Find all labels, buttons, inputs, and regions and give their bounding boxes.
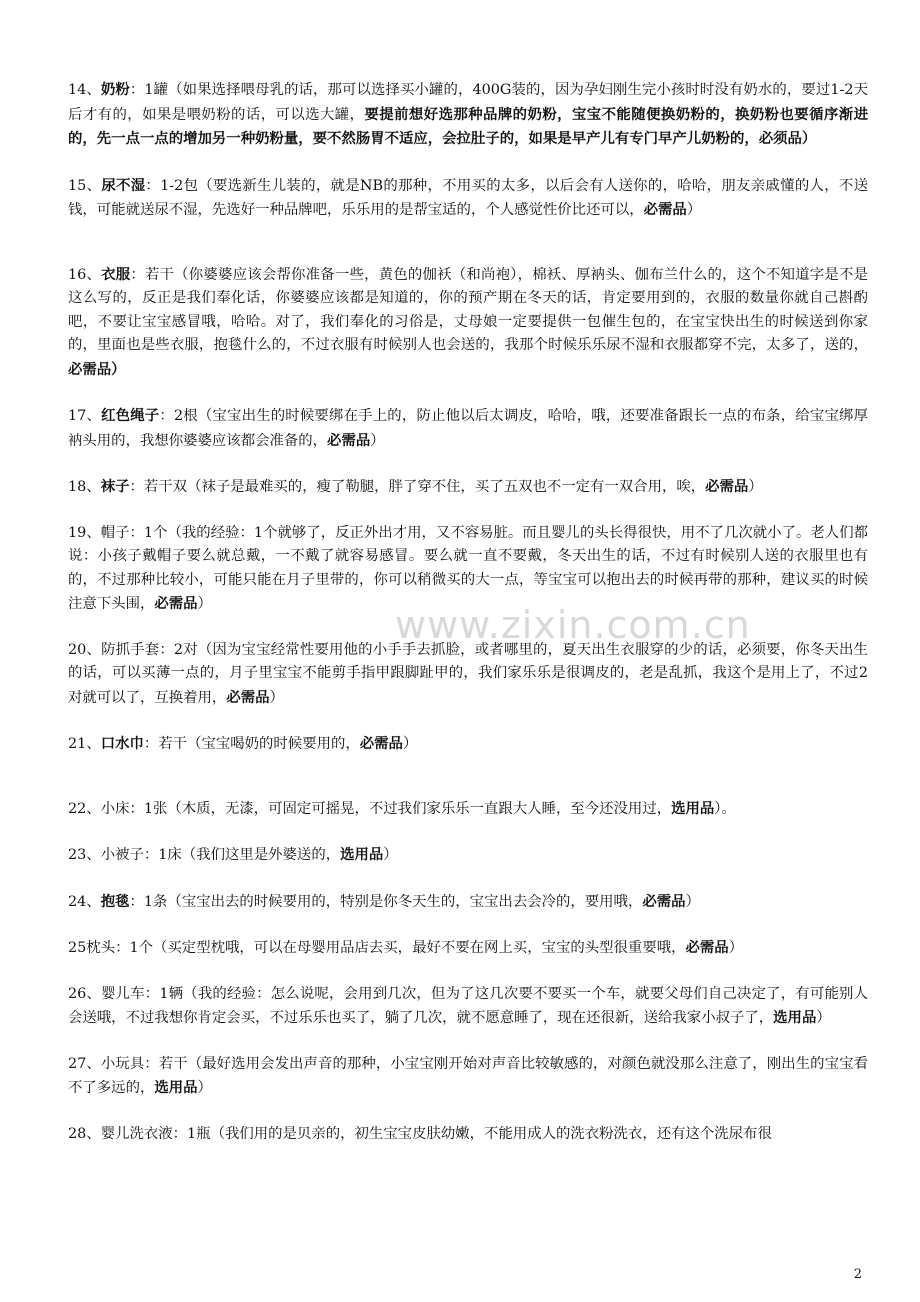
text-run: 14、 (68, 82, 101, 98)
list-item-20 (68, 639, 868, 711)
list-item-22 (68, 797, 868, 822)
bold-text-run: 抱毯 (100, 892, 130, 910)
text-run: 21、 (68, 736, 101, 752)
text-run: 27、小玩具：若干（最好选用会发出声音的那种，小宝宝刚开始对声音比较敏感的，对颜色就没那么注意了，刚出生的宝宝看不了多远的， (68, 1055, 868, 1096)
bold-text-run: 选用品 (773, 1009, 817, 1026)
bold-text-run: 选用品 (671, 799, 715, 817)
text-run: ：若干（宝宝喝奶的时候要用的， (143, 736, 360, 752)
list-item-21 (68, 732, 868, 757)
text-run: ） (748, 479, 763, 495)
list-item-24 (68, 890, 868, 915)
list-item-18 (68, 475, 868, 500)
bold-text-run: 必需品 (154, 595, 198, 612)
bold-text-run: 必需品 (327, 431, 371, 449)
text-run: ） (197, 1080, 212, 1096)
bold-text-run: 要提前想好选那种品牌的奶粉，宝宝不能随便换奶粉的，换奶粉也要循序渐进的，先一点一点的增加另一种奶粉量，要不然肠胃不适应，会拉肚子的，如果是早产儿有专门早产儿奶粉的，必须品） (68, 105, 868, 147)
text-run: ） (402, 736, 418, 752)
bold-text-run: 红色绳子 (101, 407, 160, 424)
text-run: ） (816, 1010, 831, 1026)
list-item-16 (68, 263, 868, 383)
text-run: 19、帽子：1个（我的经验：1个就够了，反正外出才用，又不容易脏。而且婴儿的头长得很快，用不了几次就小了。老人们都说：小孩子戴帽子要么就总戴，一不戴了就容易感冒。要么就一直不要戴，冬天出生的话，不过有时候别人送的衣服里也有的，不过那种比较小，可能只能在月子里带的，你可以稍微买的大一点，等宝宝可以抱出去的时候再带的那种，建议买的时候注意下头围， (68, 524, 868, 612)
watermark: www.zixin.com.cn (395, 603, 751, 647)
text-run: 23、小被子：1床（我们这里是外婆送的， (68, 847, 341, 863)
text-run: 24、 (68, 893, 101, 910)
text-run: ：若干双（袜子是最难买的，瘦了勒腿，胖了穿不住，买了五双也不一定有一双合用，唉， (129, 479, 706, 495)
bold-text-run: 选用品 (154, 1079, 198, 1096)
bold-text-run: 必需品） (68, 360, 126, 378)
list-item-25 (68, 936, 868, 961)
text-run: 26、婴儿车：1辆（我的经验：怎么说呢，会用到几次，但为了这几次要不要买一个车，就要父母们自己决定了，有可能别人会送哦，不过我想你肯定会买，不过乐乐也买了，躺了几次，就不愿意睡了，现在还很新，送给我家小叔子了， (68, 985, 868, 1026)
list-item-19 (68, 522, 868, 617)
text-run: ） (728, 940, 744, 956)
bold-text-run: 必需品 (359, 735, 403, 752)
document-page (68, 78, 868, 1168)
bold-text-run: 必需品 (685, 939, 729, 956)
list-item-27 (68, 1053, 868, 1101)
text-run: ：1-2包（要选新生儿装的，就是NB的那种，不用买的太多，以后会有人送你的，哈哈，朋友亲戚懂的人，不送钱，可能就送尿不湿，先选好一种品牌吧，乐乐用的是帮宝适的，个人感觉性价比还可以， (68, 177, 868, 218)
text-run: ） (269, 689, 284, 706)
bold-text-run: 衣服 (101, 265, 131, 283)
list-item-17 (68, 404, 868, 453)
bold-text-run: 袜子 (100, 478, 130, 495)
text-run: 16、 (68, 266, 102, 283)
text-run: 25枕头：1个（买定型枕哦，可以在母婴用品店去买，最好不要在网上买，宝宝的头型很重要哦， (68, 940, 686, 956)
text-run: ：若干（你婆婆应该会帮你准备一些，黄色的伽袄（和尚袍），棉袄、厚衲头、伽布兰什么的，这个不知道字是不是这么写的，反正是我们奉化话，你婆婆应该都是知道的，你的预产期在冬天的话，肯定要用到的，衣服的数量你就自己斟酌吧，不要让宝宝感冒哦，哈哈。对了，我们奉化的习俗是，丈母娘一定要提供一包催生包的，在宝宝快出生的时候送到你家的，里面也是些衣服，抱毯什么的，不过衣服有时候别人也会送的，我那个时候乐乐尿不湿和衣服都穿不完，太多了，送的， (68, 266, 868, 353)
text-run: 22、小床：1张（木质，无漆，可固定可摇晃，不过我们家乐乐一直跟大人睡，至今还没用过， (68, 800, 672, 817)
text-run: 18、 (68, 479, 101, 495)
bold-text-run: 尿不湿 (101, 176, 146, 194)
text-run: ） (370, 432, 385, 449)
text-run: ） (383, 847, 398, 863)
text-run: ：1罐（如果选择喂母乳的话，那可以选择买小罐的，400G装的，因为孕妇刚生完小孩时时没有奶水的，要过1-2天后才有的，如果是喂奶粉的话，可以选大罐， (68, 82, 868, 123)
list-item-15 (68, 174, 868, 223)
list-item-14 (68, 78, 868, 152)
text-run: ） (685, 893, 700, 910)
text-run: 17、 (68, 408, 102, 424)
text-run: 28、婴儿洗衣液：1瓶（我们用的是贝亲的，初生宝宝皮肤幼嫩，不能用成人的洗衣粉洗衣，还有这个洗尿布很 (68, 1125, 772, 1142)
page-number: 2 (853, 1267, 862, 1282)
bold-text-run: 必需品 (642, 892, 686, 910)
list-item-28 (68, 1123, 868, 1147)
bold-text-run: 口水巾 (100, 735, 144, 752)
text-run: ：2根（宝宝出生的时候要绑在手上的，防止他以后太调皮，哈哈，哦，还要准备跟长一点的布条，给宝宝绑厚衲头用的，我想你婆婆应该都会准备的， (68, 408, 868, 449)
bold-text-run: 必需品 (226, 688, 270, 706)
bold-text-run: 奶粉 (100, 81, 130, 98)
bold-text-run: 选用品 (340, 846, 384, 863)
bold-text-run: 必需品 (705, 478, 749, 495)
text-run: ） (197, 596, 212, 612)
text-run: 15、 (68, 177, 102, 194)
text-run: ） (686, 202, 702, 218)
list-item-23 (68, 843, 868, 868)
text-run: ：1条（宝宝出去的时候要用的，特别是你冬天生的，宝宝出去会冷的，要用哦， (129, 893, 643, 910)
list-item-26 (68, 983, 868, 1031)
bold-text-run: 必需品 (643, 201, 687, 218)
text-run: ）。 (714, 800, 736, 817)
text-run: 20、防抓手套：2对（因为宝宝经常性要用他的小手手去抓脸，或者哪里的，夏天出生衣服穿的少的话，必须要，你冬天出生的话，可以买薄一点的，月子里宝宝不能剪手指甲跟脚趾甲的，我们家乐乐是很调皮的，老是乱抓，我这个是用上了，不过2对就可以了，互换着用， (68, 641, 868, 706)
